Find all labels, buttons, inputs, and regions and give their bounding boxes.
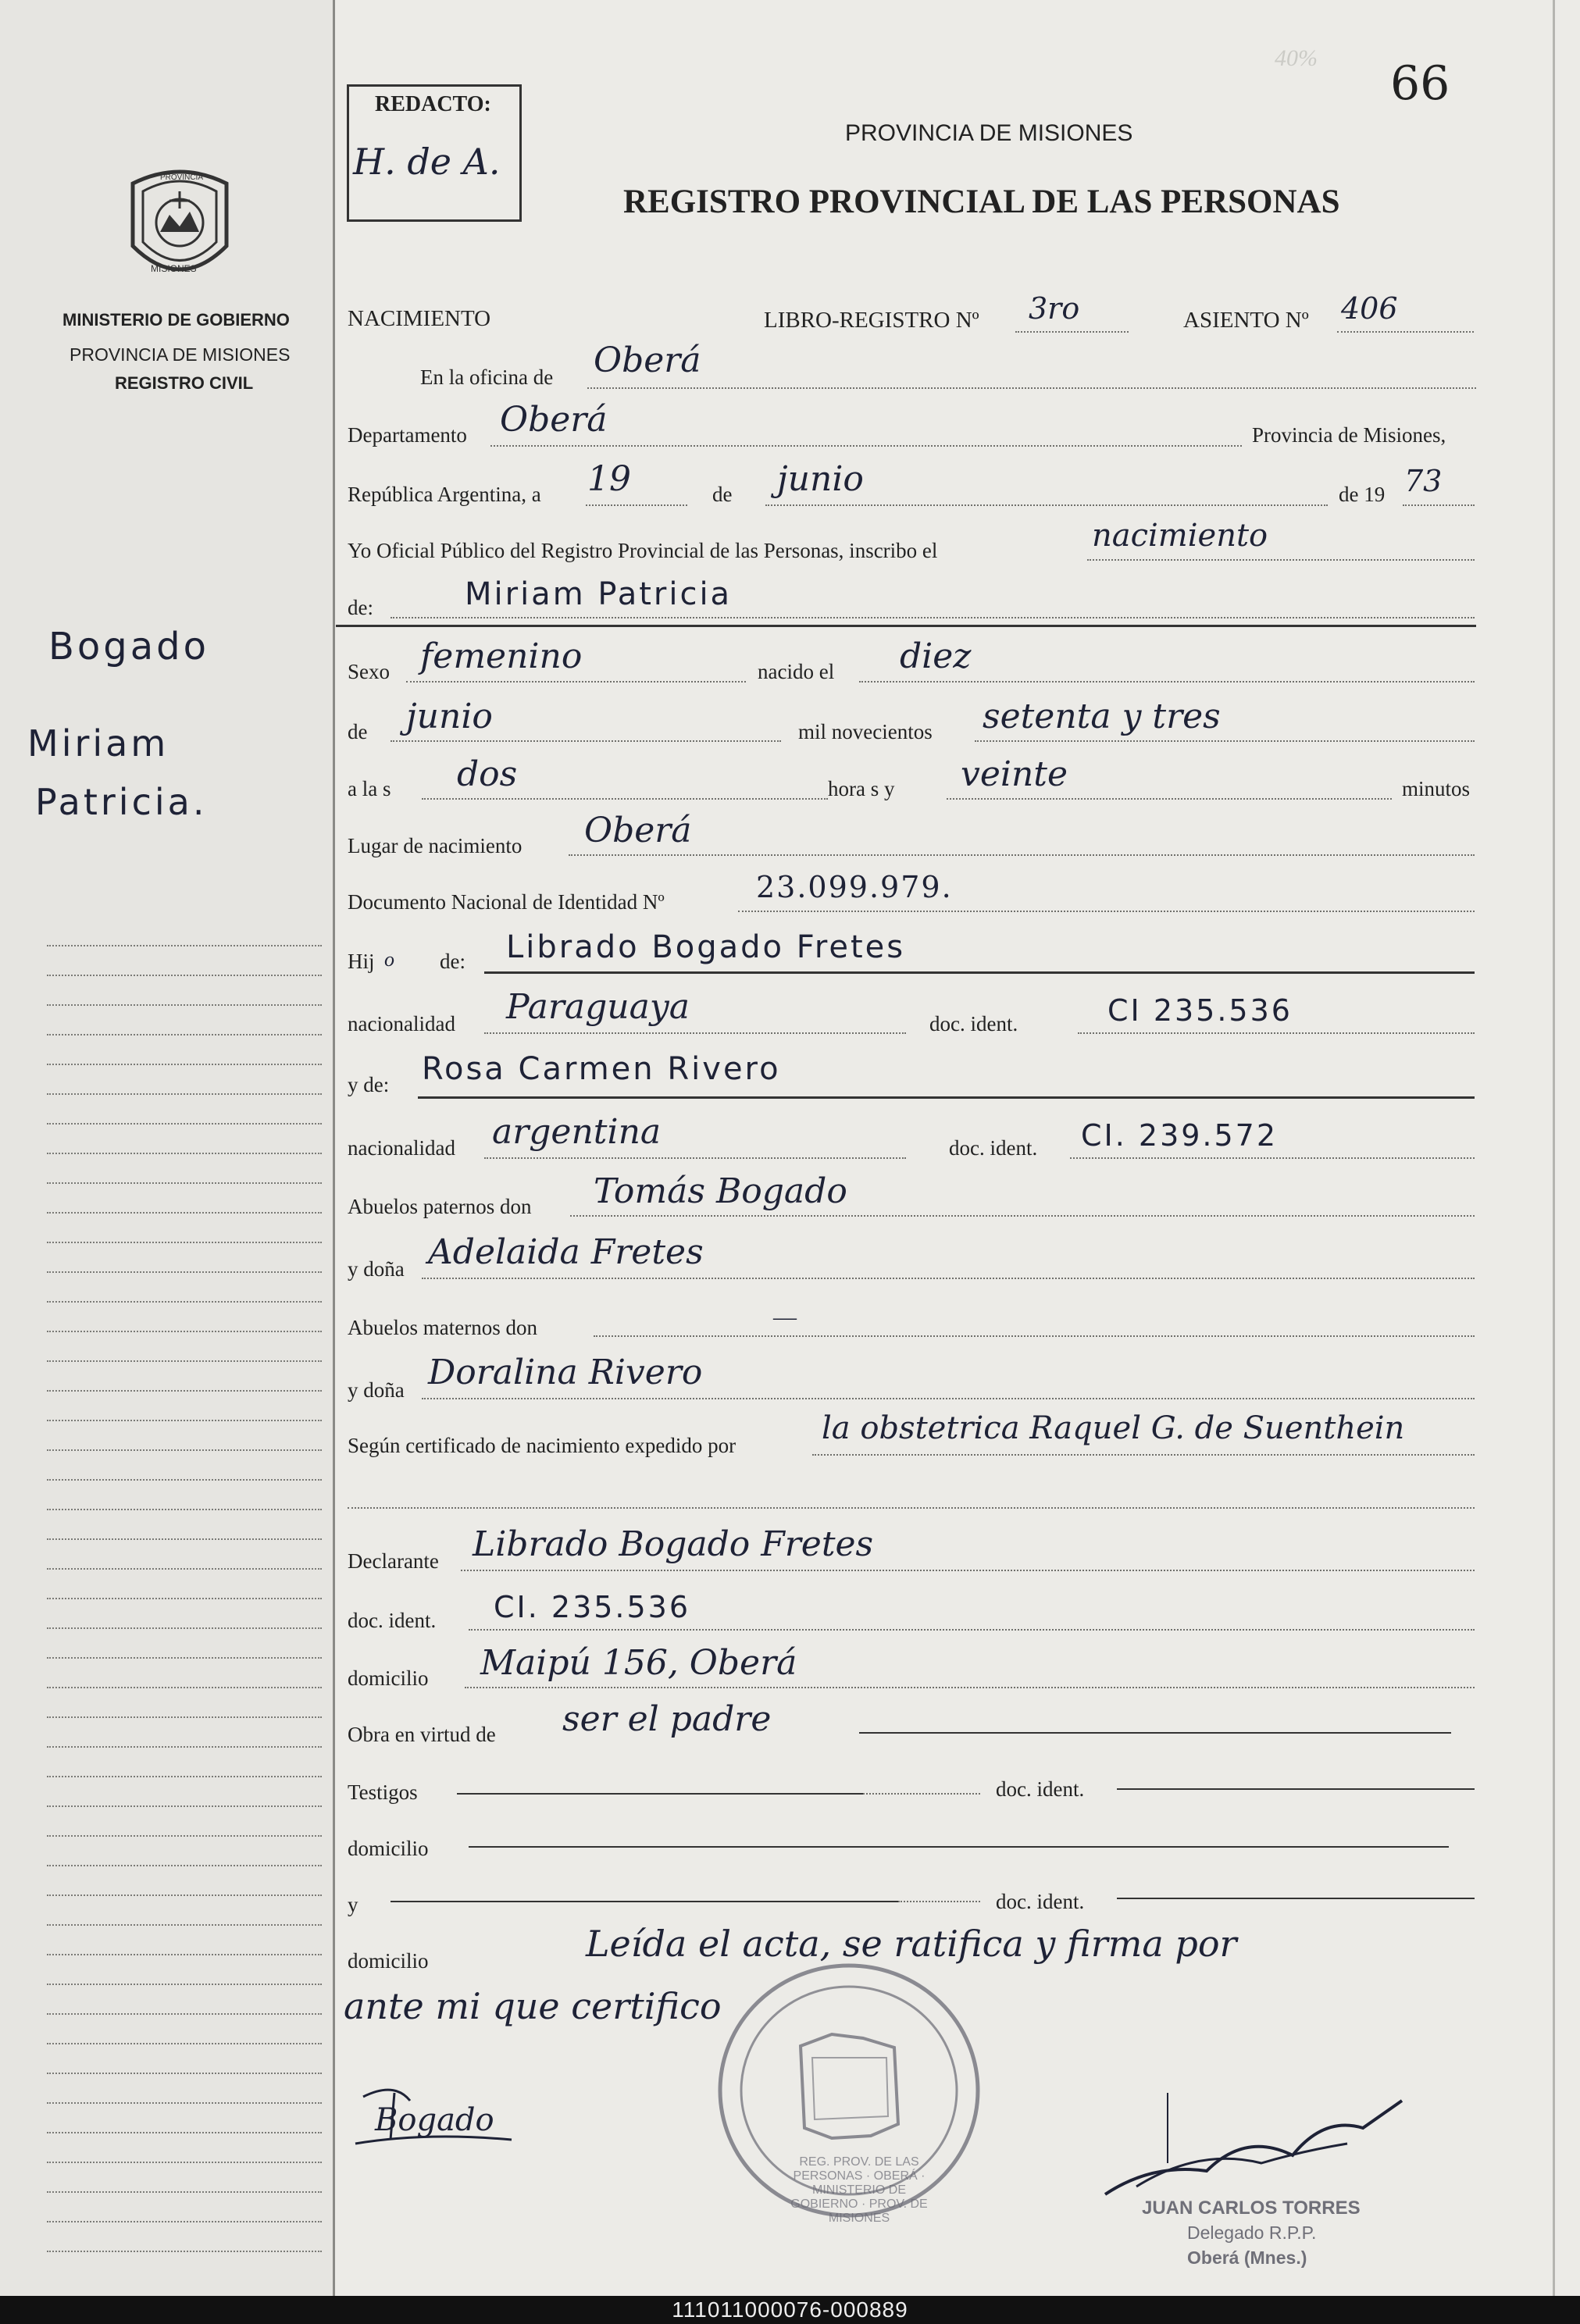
abuelo-paterno-value: Tomás Bogado [594,1171,847,1211]
abuelos-maternos-label: Abuelos maternos don [348,1316,537,1339]
testigos-dots [863,1793,980,1795]
nacionalidad-label: nacionalidad [348,1012,455,1035]
sidebar-ministry: MINISTERIO DE GOBIERNO [62,310,290,330]
dia-line [586,504,687,506]
mes-line [765,504,1328,506]
doc-ident-label: doc. ident. [929,1012,1018,1035]
nacido-value: diez [900,636,972,676]
margin-rule-line [47,1776,322,1777]
madre-value: Rosa Carmen Rivero [422,1051,781,1087]
redacto-value: H. de A. [353,141,501,183]
declarante-doc-value: CI. 235.536 [494,1590,691,1624]
y-doc-label: doc. ident. [996,1890,1085,1913]
oficina-line [587,387,1476,389]
y-domicilio-label: domicilio [348,1949,429,1973]
yo-oficial-label: Yo Oficial Público del Registro Provincial de las Personas, inscribo el [348,539,938,562]
oficina-value: Oberá [594,340,701,380]
margin-rule-line [47,1182,322,1184]
madre-nacionalidad-label: nacionalidad [348,1136,455,1160]
abuela-materna-value: Doralina Rivero [428,1353,703,1392]
margin-rule-line [47,2102,322,2104]
y-dona-label: y doña [348,1257,405,1281]
margin-rule-line [47,2013,322,2015]
margin-rule-line [47,1687,322,1688]
madre-line [418,1096,1475,1099]
de-padre-label: de: [440,950,465,973]
departamento-value: Oberá [500,400,608,440]
dni-label: Documento Nacional de Identidad Nº [348,890,665,914]
declarante-label: Declarante [348,1549,439,1573]
mes-value: junio [777,459,864,499]
obra-line [859,1732,1451,1734]
margin-rule-line [47,1509,322,1510]
padre-doc-line [1078,1032,1475,1034]
margin-rule-line [47,1657,322,1659]
mil-value: setenta y tres [983,697,1221,736]
margin-note-surname: Bogado [48,625,210,668]
registry-title: REGISTRO PROVINCIAL DE LAS PERSONAS [623,184,1340,220]
official-title: Delegado R.P.P. [1187,2222,1317,2243]
segun-label: Según certificado de nacimiento expedido por [348,1434,737,1457]
margin-rule-line [47,1598,322,1599]
margin-rule-line [47,1746,322,1748]
y-doc-line [1117,1898,1475,1899]
asiento-label: ASIENTO Nº [1183,308,1309,333]
padre-nacionalidad-line [484,1032,906,1034]
margin-rule-line [47,1954,322,1955]
testigos-domicilio-line [469,1846,1449,1848]
left-signature: Bogado [375,2102,494,2138]
margin-rule-line [47,1360,322,1362]
padre-line [484,971,1475,974]
province-title: PROVINCIA DE MISIONES [845,120,1133,146]
segun-line-2 [348,1507,1475,1509]
closing-line-2: ante mi que certifico [344,1985,722,2027]
testigos-domicilio-label: domicilio [348,1837,429,1860]
obra-label: Obra en virtud de [348,1723,496,1746]
anio-label: de 19 [1339,483,1386,506]
margin-rule-line [47,1568,322,1570]
redacto-label: REDACTO: [375,92,491,116]
declarante-line [461,1570,1475,1571]
margin-rule-line [47,975,322,976]
margin-rule-line [47,1449,322,1451]
margin-rule-line [47,1716,322,1718]
margin-rule-line [47,945,322,946]
margin-rule-line [47,2251,322,2252]
departamento-line [490,445,1242,447]
margin-rule-line [47,1271,322,1273]
margin-rule-line [47,1301,322,1303]
republica-label: República Argentina, a [348,483,541,506]
obra-value: ser el padre [562,1699,772,1739]
declarante-value: Librado Bogado Fretes [473,1524,874,1564]
nacimiento-label: NACIMIENTO [348,306,491,331]
hora-label: hora s y [828,777,895,800]
margin-border-line [333,0,335,2296]
provincia-suffix: Provincia de Misiones, [1252,423,1446,447]
testigos-doc-label: doc. ident. [996,1777,1085,1801]
padre-doc-value: CI 235.536 [1107,993,1293,1028]
barcode-id-bar: 111011000076-000889 [0,2296,1580,2324]
margin-rule-line [47,1123,322,1125]
margin-note-first-name: Miriam [27,722,169,765]
libro-value: 3ro [1029,291,1080,326]
dni-value: 23.099.979. [756,870,953,904]
margin-rule-line [47,2132,322,2133]
margin-rule-line [47,1004,322,1006]
seal-bottom-text: MISIONES [151,263,197,274]
margin-rule-line [47,2191,322,2193]
sidebar-registry: REGISTRO CIVIL [115,373,254,393]
lugar-label: Lugar de nacimiento [348,834,523,857]
y-label: y [348,1893,358,1916]
margin-rule-line [47,2162,322,2163]
domicilio-label: domicilio [348,1666,429,1690]
margin-rule-line [47,2073,322,2074]
margin-rule-line [47,1093,322,1095]
nombre-divider [336,625,1476,627]
margin-rule-line [47,1805,322,1807]
margin-rule-line [47,1034,322,1035]
sexo-line [406,681,746,683]
asiento-value: 406 [1341,291,1398,326]
padre-nacionalidad-value: Paraguaya [506,987,690,1027]
declarante-doc-line [469,1629,1475,1631]
abuela-materna-line [422,1398,1475,1399]
minutos-value: veinte [961,754,1068,794]
lugar-value: Oberá [584,811,692,850]
abuelo-materno-value: — [773,1304,797,1330]
oficina-label: En la oficina de [420,365,554,389]
hij-label: Hij [348,950,375,973]
margin-rule-line [47,1153,322,1154]
y-line [391,1901,898,1902]
margin-rule-line [47,2221,322,2222]
testigos-line [457,1793,863,1795]
margin-rule-line [47,1390,322,1392]
libro-line [1015,331,1129,333]
abuela-paterna-line [422,1278,1475,1279]
lugar-line [569,854,1475,856]
de-label: de [712,483,733,506]
inscribo-line [1087,559,1475,561]
corner-note: 40% [1275,45,1318,71]
madre-doc-line [1070,1157,1475,1159]
nacido-line [859,681,1475,683]
page-number: 66 [1390,56,1450,111]
abuelos-paternos-label: Abuelos paternos don [348,1195,532,1218]
inscribo-value: nacimiento [1092,518,1268,554]
sexo-value: femenino [420,636,583,676]
mil-label: mil novecientos [798,720,933,743]
margin-rule-line [47,1894,322,1896]
madre-nacionalidad-line [484,1157,906,1159]
testigos-doc-line [1117,1788,1475,1790]
mil-line [975,740,1475,742]
sidebar-province: PROVINCIA DE MISIONES [70,344,291,365]
departamento-label: Departamento [348,423,467,447]
anio-line [1403,504,1475,506]
official-place: Oberá (Mnes.) [1187,2247,1307,2268]
margin-rule-line [47,1924,322,1926]
libro-label: LIBRO-REGISTRO Nº [764,308,979,333]
official-signature [1090,2069,1425,2218]
margin-rule-line [47,1538,322,1540]
margin-rule-line [47,1420,322,1421]
right-border-line [1553,0,1555,2296]
padre-value: Librado Bogado Fretes [506,929,906,965]
madre-doc-value: CI. 239.572 [1081,1118,1279,1153]
margin-rule-line [47,1627,322,1629]
hora-line [422,798,828,800]
sexo-label: Sexo [348,660,390,683]
margin-rule-line [47,1331,322,1332]
dni-line [738,911,1475,912]
y-dots [898,1901,980,1902]
nombre-value: Miriam Patricia [465,576,733,612]
hij-suffix: o [384,948,394,971]
minutos-line [947,798,1392,800]
segun-value: la obstetrica Raquel G. de Suenthein [822,1410,1405,1446]
a-las-label: a la s [348,777,391,800]
de-mes-label: de [348,720,368,743]
abuela-paterna-value: Adelaida Fretes [428,1232,704,1272]
asiento-line [1337,331,1474,333]
margin-rule-line [47,1064,322,1065]
margin-rule-line [47,1984,322,1985]
domicilio-line [465,1687,1475,1688]
closing-line-1: Leída el acta, se ratifica y firma por [586,1923,1237,1965]
seal-top-text: PROVINCIA [160,173,204,182]
margin-rule-line [47,2043,322,2044]
abuelo-materno-line [594,1335,1475,1337]
madre-doc-label: doc. ident. [949,1136,1038,1160]
margin-rule-line [47,1865,322,1866]
y-dona-materna-label: y doña [348,1378,405,1402]
domicilio-value: Maipú 156, Oberá [480,1643,797,1683]
declarante-doc-label: doc. ident. [348,1609,437,1632]
margin-rule-line [47,1835,322,1837]
nacido-label: nacido el [758,660,835,683]
anio-value: 73 [1404,464,1443,498]
margin-rule-line [47,1242,322,1243]
y-de-label: y de: [348,1073,390,1096]
madre-nacionalidad-value: argentina [492,1112,662,1152]
hora-value: dos [457,754,518,794]
margin-rule-line [47,1479,322,1481]
nacido-mes-line [391,740,781,742]
stamp-text: REG. PROV. DE LAS PERSONAS · OBERÁ · MINISTERIO DE GOBIERNO · PROV. DE MISIONES [790,2155,928,2225]
left-signature-flourish [348,2077,527,2155]
minutos-label: minutos [1402,777,1471,800]
margin-rule-line [47,1212,322,1214]
segun-line [812,1454,1475,1456]
margin-note-second-name: Patricia. [35,781,208,823]
dia-value: 19 [587,459,631,499]
official-name: JUAN CARLOS TORRES [1142,2197,1361,2219]
testigos-label: Testigos [348,1780,418,1804]
abuelo-paterno-line [570,1215,1475,1217]
de-colon-label: de: [348,596,373,619]
nacido-mes-value: junio [406,697,493,736]
nombre-line [391,617,1475,618]
